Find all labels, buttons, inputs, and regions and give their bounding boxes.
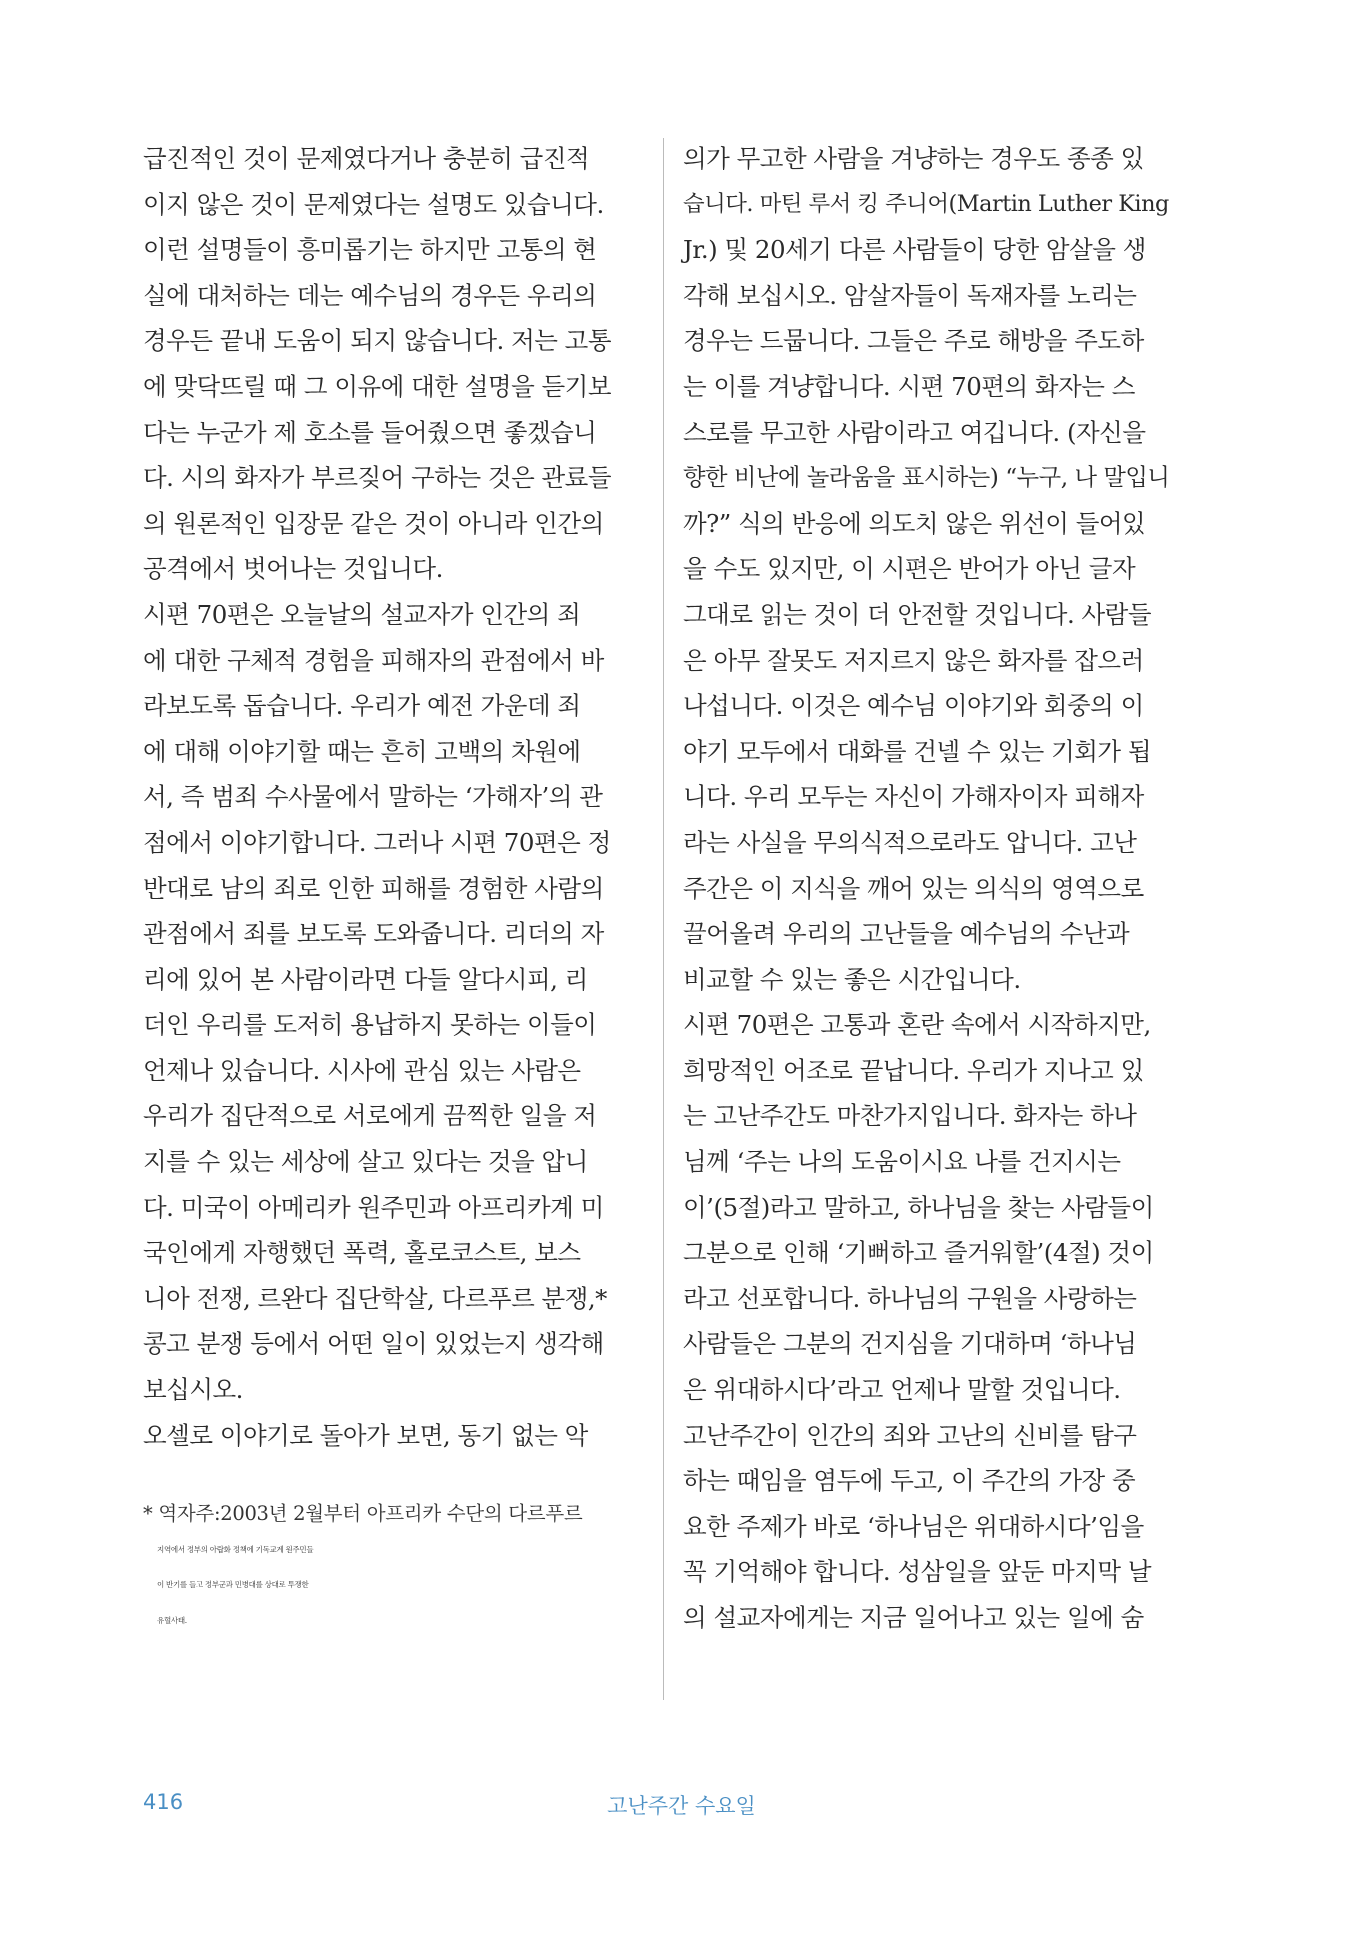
- text-line: 에 맞닥뜨릴 때 그 이유에 대한 설명을 듣기보: [143, 371, 612, 401]
- page-number: 416: [143, 1790, 184, 1814]
- text-line: Jr.) 및 20세기 다른 사람들이 당한 암살을 생: [683, 235, 1146, 265]
- paragraph: [143, 1413, 633, 1459]
- text-line: 시편 70편은 고통과 혼란 속에서 시작하지만,: [683, 1010, 1151, 1040]
- text-line: 야기 모두에서 대화를 건넬 수 있는 기회가 됩: [683, 736, 1152, 766]
- text-line: 니아 전쟁, 르완다 집단학살, 다르푸르 분쟁,*: [143, 1283, 607, 1313]
- column-divider: [663, 138, 664, 1700]
- text-line: 공격에서 벗어나는 것입니다.: [143, 554, 443, 584]
- page-footer: [0, 1790, 1363, 1820]
- text-line: 실에 대처하는 데는 예수님의 경우든 우리의: [143, 280, 597, 310]
- text-line: 국인에게 자행했던 폭력, 홀로코스트, 보스: [143, 1238, 581, 1268]
- text-line: 콩고 분쟁 등에서 어떤 일이 있었는지 생각해: [143, 1329, 604, 1359]
- text-line: 사람들은 그분의 건지심을 기대하며 ‘하나님: [683, 1329, 1137, 1359]
- text-line: 더인 우리를 도저히 용납하지 못하는 이들이: [143, 1010, 597, 1040]
- paragraph: [683, 1002, 1173, 1412]
- text-line: 점에서 이야기합니다. 그러나 시편 70편은 정: [143, 827, 611, 857]
- text-line: 고난주간이 인간의 죄와 고난의 신비를 탐구: [683, 1420, 1137, 1450]
- text-line: 그분으로 인해 ‘기뻐하고 즐거워할’(4절) 것이: [683, 1238, 1154, 1268]
- footnote-line: 유혈사태.: [157, 1615, 187, 1625]
- text-line: 에 대해 이야기할 때는 흔히 고백의 차원에: [143, 736, 581, 766]
- text-line: 는 고난주간도 마찬가지입니다. 화자는 하나: [683, 1101, 1137, 1131]
- text-line: 급진적인 것이 문제였다거나 충분히 급진적: [143, 144, 590, 173]
- text-line: 습니다. 마틴 루서 킹 주니어(Martin Luther King: [683, 190, 1169, 217]
- text-line: 각해 보십시오. 암살자들이 독재자를 노리는: [683, 280, 1137, 310]
- text-line: 주간은 이 지식을 깨어 있는 의식의 영역으로: [683, 873, 1144, 903]
- footnote-line: * 역자주:2003년 2월부터 아프리카 수단의 다르푸르: [143, 1502, 583, 1526]
- text-line: 향한 비난에 놀라움을 표시하는) “누구, 나 말입니: [683, 464, 1170, 492]
- text-line: 반대로 남의 죄로 인한 피해를 경험한 사람의: [143, 873, 604, 903]
- text-line: 시편 70편은 오늘날의 설교자가 인간의 죄: [143, 599, 581, 629]
- text-line: 라는 사실을 무의식적으로라도 압니다. 고난: [683, 827, 1137, 857]
- text-line: 스로를 무고한 사람이라고 여깁니다. (자신을: [683, 417, 1146, 447]
- text-line: 라보도록 돕습니다. 우리가 예전 가운데 죄: [143, 691, 581, 721]
- running-title: 고난주간 수요일: [607, 1794, 756, 1818]
- footnote-line: 이 반기를 들고 정부군과 민병대를 상대로 투쟁한: [157, 1580, 309, 1590]
- text-line: 언제나 있습니다. 시사에 관심 있는 사람은: [143, 1055, 581, 1085]
- footnote-line: 지역에서 정부의 아랍화 정책에 기독교계 원주민들: [157, 1544, 314, 1554]
- text-line: 하는 때임을 염두에 두고, 이 주간의 가장 중: [683, 1466, 1136, 1496]
- text-line: 은 위대하시다’라고 언제나 말할 것입니다.: [683, 1375, 1121, 1405]
- text-line: 에 대한 구체적 경험을 피해자의 관점에서 바: [143, 645, 604, 675]
- text-line: 희망적인 어조로 끝납니다. 우리가 지나고 있: [683, 1055, 1144, 1085]
- paragraph: [143, 136, 633, 592]
- paragraph: [683, 136, 1173, 1002]
- text-line: 나섭니다. 이것은 예수님 이야기와 회중의 이: [683, 691, 1144, 721]
- text-line: 이’(5절)라고 말하고, 하나님을 찾는 사람들이: [683, 1192, 1154, 1222]
- text-line: 까?” 식의 반응에 의도치 않은 위선이 들어있: [683, 508, 1146, 538]
- text-line: 님께 ‘주는 나의 도움이시요 나를 건지시는: [683, 1147, 1121, 1177]
- text-line: 이지 않은 것이 문제였다는 설명도 있습니다.: [143, 189, 604, 219]
- text-line: 의 원론적인 입장문 같은 것이 아니라 인간의: [143, 508, 604, 538]
- text-line: 이런 설명들이 흥미롭기는 하지만 고통의 현: [143, 235, 597, 265]
- text-line: 은 아무 잘못도 저지르지 않은 화자를 잡으러: [683, 645, 1144, 675]
- text-line: 니다. 우리 모두는 자신이 가해자이자 피해자: [683, 782, 1144, 812]
- left-column: [143, 136, 633, 1638]
- text-line: 경우는 드뭅니다. 그들은 주로 해방을 주도하: [683, 326, 1144, 356]
- text-line: 다. 미국이 아메리카 원주민과 아프리카계 미: [143, 1192, 604, 1222]
- text-line: 요한 주제가 바로 ‘하나님은 위대하시다’임을: [683, 1511, 1144, 1541]
- text-line: 경우든 끝내 도움이 되지 않습니다. 저는 고통: [143, 326, 612, 356]
- footnote: [143, 1496, 633, 1638]
- text-line: 오셀로 이야기로 돌아가 보면, 동기 없는 악: [143, 1420, 588, 1450]
- text-line: 는 이를 겨냥합니다. 시편 70편의 화자는 스: [683, 371, 1135, 401]
- text-line: 그대로 읽는 것이 더 안전할 것입니다. 사람들: [683, 599, 1152, 629]
- text-line: 라고 선포합니다. 하나님의 구원을 사랑하는: [683, 1283, 1137, 1313]
- text-line: 보십시오.: [143, 1375, 243, 1405]
- text-line: 지를 수 있는 세상에 살고 있다는 것을 압니: [143, 1147, 588, 1177]
- text-line: 서, 즉 범죄 수사물에서 말하는 ‘가해자’의 관: [143, 782, 603, 812]
- text-line: 다는 누군가 제 호소를 들어줬으면 좋겠습니: [143, 417, 597, 447]
- right-column: [683, 136, 1173, 1641]
- text-line: 관점에서 죄를 보도록 도와줍니다. 리더의 자: [143, 919, 604, 949]
- text-line: 다. 시의 화자가 부르짖어 구하는 것은 관료들: [143, 463, 612, 493]
- paragraph: [143, 592, 633, 1413]
- text-line: 비교할 수 있는 좋은 시간입니다.: [683, 964, 1021, 994]
- text-line: 의 설교자에게는 지금 일어나고 있는 일에 숨: [683, 1603, 1144, 1632]
- text-line: 끌어올려 우리의 고난들을 예수님의 수난과: [683, 919, 1130, 949]
- text-line: 을 수도 있지만, 이 시편은 반어가 아닌 글자: [683, 554, 1136, 584]
- text-line: 의가 무고한 사람을 겨냥하는 경우도 종종 있: [683, 144, 1144, 173]
- text-line: 우리가 집단적으로 서로에게 끔찍한 일을 저: [143, 1101, 597, 1131]
- text-line: 리에 있어 본 사람이라면 다들 알다시피, 리: [143, 964, 588, 994]
- paragraph: [683, 1413, 1173, 1641]
- text-line: 꼭 기억해야 합니다. 성삼일을 앞둔 마지막 날: [683, 1557, 1152, 1587]
